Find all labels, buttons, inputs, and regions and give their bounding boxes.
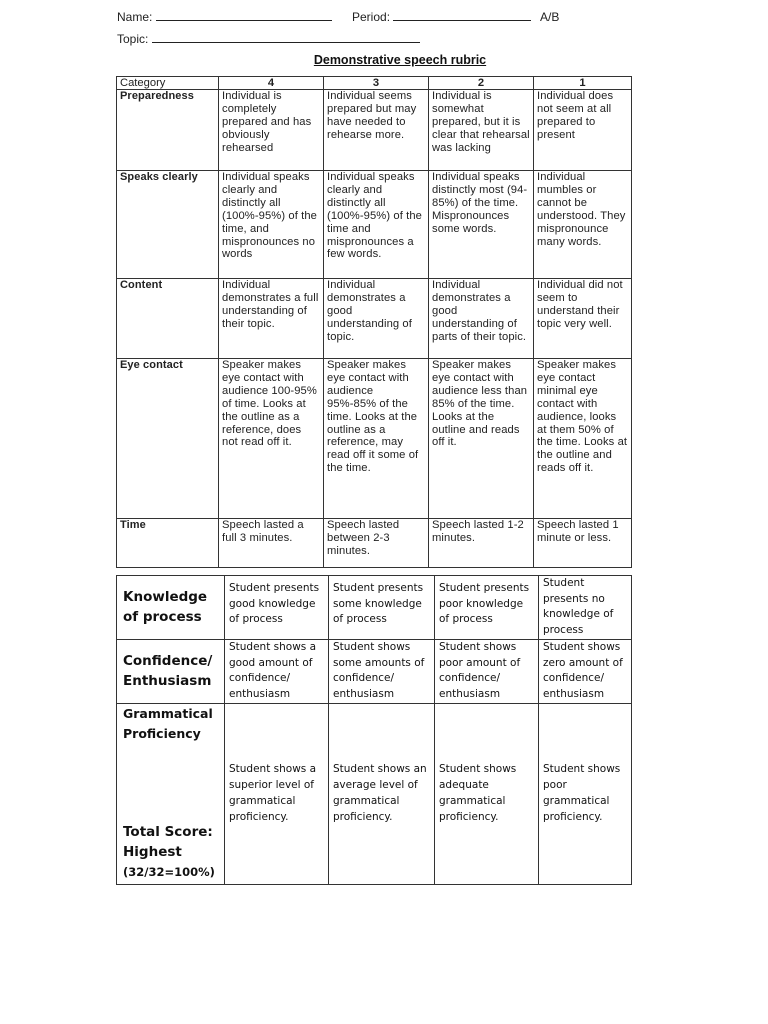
column-header: 3 (324, 77, 429, 90)
name-line (117, 10, 332, 24)
rubric-table-bottom (116, 575, 632, 885)
table-cell: Student shows a good amount of confidence/ enthusiasm (225, 639, 329, 703)
table-cell: Individual demonstrates a good understanding of parts of their topic. (429, 279, 534, 359)
table-cell: Individual demonstrates a good understanding of topic. (324, 279, 429, 359)
table-cell: Speech lasted a full 3 minutes. (219, 519, 324, 568)
table-cell: Individual seems prepared but may have needed to rehearse more. (324, 90, 429, 171)
table-cell: Individual did not seem to understand their topic very well. (534, 279, 632, 359)
row-category: Time (117, 519, 219, 568)
topic-blank[interactable] (152, 32, 420, 43)
period-label: Period: (352, 10, 391, 24)
table-cell: Individual does not seem at all prepared to present (534, 90, 632, 171)
table-cell: Speaker makes eye contact with audience less than 85% of the time. Looks at the outline and reads off it. (429, 359, 534, 519)
table-cell: Student presents good knowledge of process (225, 576, 329, 640)
topic-label: Topic: (117, 32, 149, 46)
table-cell: Speech lasted 1-2 minutes. (429, 519, 534, 568)
row-category: Content (117, 279, 219, 359)
name-blank[interactable] (156, 10, 332, 21)
row-category: Speaks clearly (117, 171, 219, 279)
table-cell: Individual is completely prepared and has obviously rehearsed (219, 90, 324, 171)
total-score-note: (32/32=100%) (123, 864, 215, 879)
table-row (117, 90, 632, 171)
table-cell: Individual speaks clearly and distinctly all (100%-95%) of the time, and mispronounces no words (219, 171, 324, 279)
row-category: Preparedness (117, 90, 219, 171)
table-row (117, 171, 632, 279)
column-header: 4 (219, 77, 324, 90)
table-row (117, 703, 632, 884)
period-line (352, 10, 531, 24)
table-cell: Speaker makes eye contact minimal eye contact with audience, looks at them 50% of the time. Looks at the outline and reads off it. (534, 359, 632, 519)
period-blank[interactable] (393, 10, 531, 21)
total-score-label: Total Score: Highest (123, 823, 213, 860)
column-header: Category (117, 77, 219, 90)
table-cell: Individual demonstrates a full understanding of their topic. (219, 279, 324, 359)
table-cell: Individual is somewhat prepared, but it is clear that rehearsal was lacking (429, 90, 534, 171)
table-cell: Student shows a superior level of grammatical proficiency. (225, 703, 329, 884)
rubric-table-top (116, 76, 632, 568)
table-cell: Student shows poor amount of confidence/ enthusiasm (435, 639, 539, 703)
table-cell: Individual speaks clearly and distinctly all (100%-95%) of the time and mispronounces a few words. (324, 171, 429, 279)
total-score-block (123, 822, 224, 882)
row-category-cell (117, 703, 225, 884)
table-row (117, 279, 632, 359)
row-category: Eye contact (117, 359, 219, 519)
table-cell: Speaker makes eye contact with audience 100-95% of time. Looks at the outline as a reference, does not read off it. (219, 359, 324, 519)
table-cell: Speech lasted between 2-3 minutes. (324, 519, 429, 568)
table-cell: Student presents poor knowledge of process (435, 576, 539, 640)
topic-line (117, 32, 420, 46)
table-cell: Student shows zero amount of confidence/ enthusiasm (539, 639, 632, 703)
column-header: 2 (429, 77, 534, 90)
table-cell: Speech lasted 1 minute or less. (534, 519, 632, 568)
table-cell: Student shows adequate grammatical proficiency. (435, 703, 539, 884)
table-cell: Student shows an average level of grammatical proficiency. (329, 703, 435, 884)
table-row (117, 576, 632, 640)
table-cell: Speaker makes eye contact with audience 95%-85% of the time. Looks at the outline as a reference, may read off it some of the time. (324, 359, 429, 519)
table-cell: Individual speaks distinctly most (94-85%) of the time. Mispronounces some words. (429, 171, 534, 279)
row-category: Knowledge of process (117, 576, 225, 640)
table-cell: Student shows some amounts of confidence/ enthusiasm (329, 639, 435, 703)
table-cell: Student shows poor grammatical proficiency. (539, 703, 632, 884)
table-row (117, 639, 632, 703)
table-cell: Student presents no knowledge of process (539, 576, 632, 640)
table-row (117, 359, 632, 519)
name-label: Name: (117, 10, 153, 24)
row-category: Grammatical Proficiency (123, 705, 213, 741)
table-cell: Student presents some knowledge of process (329, 576, 435, 640)
table-header-row (117, 77, 632, 90)
rubric-title: Demonstrative speech rubric (313, 53, 487, 67)
table-row (117, 519, 632, 568)
table-cell: Individual mumbles or cannot be understood. They mispronounce many words. (534, 171, 632, 279)
row-category: Confidence/ Enthusiasm (117, 639, 225, 703)
column-header: 1 (534, 77, 632, 90)
ab-label: A/B (540, 10, 560, 24)
